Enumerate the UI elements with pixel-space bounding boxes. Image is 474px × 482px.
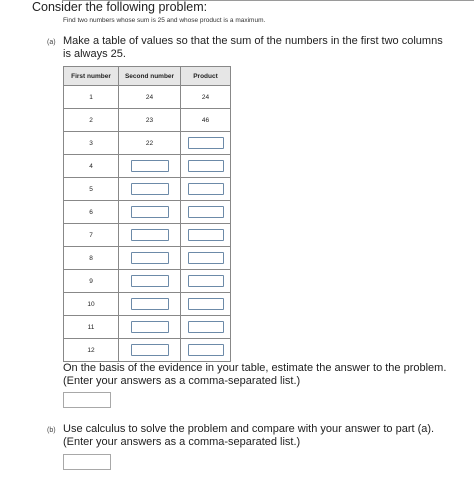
product-input[interactable] [188, 344, 224, 356]
estimate-answer-input[interactable] [63, 392, 111, 408]
product-cell [181, 247, 231, 270]
first-number-cell: 6 [64, 201, 119, 224]
first-number-cell: 3 [64, 132, 119, 155]
estimate-line: (Enter your answers as a comma-separated list.) [63, 375, 301, 387]
second-number-input[interactable] [131, 252, 169, 264]
part-b-line: Use calculus to solve the problem and compare with your answer to part (a). [63, 423, 435, 435]
table-row [64, 109, 231, 132]
calculus-answer-input[interactable] [63, 454, 111, 470]
second-number-cell [119, 293, 181, 316]
second-number-cell [119, 155, 181, 178]
part-a-line: is always 25. [63, 48, 126, 60]
part-b-marker: (b) [47, 427, 56, 434]
product-input[interactable] [188, 137, 224, 149]
product-input[interactable] [188, 206, 224, 218]
second-number-cell [119, 270, 181, 293]
table-header-row [64, 67, 231, 86]
estimate-instructions [63, 362, 446, 388]
second-number-input[interactable] [131, 321, 169, 333]
part-b-instructions [63, 423, 434, 449]
second-number-cell [119, 224, 181, 247]
product-cell [181, 155, 231, 178]
table-row [64, 178, 231, 201]
table-row [64, 247, 231, 270]
first-number-cell: 4 [64, 155, 119, 178]
product-input[interactable] [188, 160, 224, 172]
product-input[interactable] [188, 183, 224, 195]
product-cell [181, 316, 231, 339]
second-number-input[interactable] [131, 344, 169, 356]
product-input[interactable] [188, 252, 224, 264]
problem-statement: Find two numbers whose sum is 25 and whose product is a maximum. [63, 17, 266, 24]
product-cell [181, 132, 231, 155]
second-number-cell: 23 [119, 109, 181, 132]
second-number-cell [119, 247, 181, 270]
product-cell: 46 [181, 109, 231, 132]
first-number-cell: 2 [64, 109, 119, 132]
section-title: Consider the following problem: [32, 0, 208, 14]
product-input[interactable] [188, 275, 224, 287]
second-number-input[interactable] [131, 275, 169, 287]
product-input[interactable] [188, 321, 224, 333]
first-number-cell: 7 [64, 224, 119, 247]
first-number-cell: 5 [64, 178, 119, 201]
second-number-input[interactable] [131, 183, 169, 195]
table-row [64, 316, 231, 339]
second-number-input[interactable] [131, 206, 169, 218]
table-row [64, 132, 231, 155]
first-number-cell: 12 [64, 339, 119, 362]
table-row [64, 201, 231, 224]
header-second-number: Second number [119, 67, 181, 86]
second-number-input[interactable] [131, 229, 169, 241]
first-number-cell: 11 [64, 316, 119, 339]
part-b-line: (Enter your answers as a comma-separated list.) [63, 436, 301, 448]
product-input[interactable] [188, 229, 224, 241]
table-row [64, 224, 231, 247]
part-a-marker: (a) [47, 39, 56, 46]
product-cell [181, 293, 231, 316]
estimate-line: On the basis of the evidence in your table, estimate the answer to the problem. [63, 362, 447, 374]
table-row [64, 155, 231, 178]
first-number-cell: 9 [64, 270, 119, 293]
second-number-cell: 24 [119, 86, 181, 109]
product-cell [181, 224, 231, 247]
second-number-cell [119, 178, 181, 201]
first-number-cell: 10 [64, 293, 119, 316]
product-cell [181, 178, 231, 201]
product-cell: 24 [181, 86, 231, 109]
values-table [63, 66, 231, 362]
product-cell [181, 339, 231, 362]
part-a-instructions [63, 35, 443, 61]
second-number-cell: 22 [119, 132, 181, 155]
header-product: Product [181, 67, 231, 86]
table-row [64, 339, 231, 362]
part-a-line: Make a table of values so that the sum of the numbers in the first two columns [63, 35, 443, 47]
first-number-cell: 8 [64, 247, 119, 270]
table-row [64, 86, 231, 109]
product-input[interactable] [188, 298, 224, 310]
second-number-input[interactable] [131, 160, 169, 172]
second-number-cell [119, 316, 181, 339]
second-number-cell [119, 339, 181, 362]
table-row [64, 270, 231, 293]
table-row [64, 293, 231, 316]
header-first-number: First number [64, 67, 119, 86]
second-number-cell [119, 201, 181, 224]
product-cell [181, 270, 231, 293]
first-number-cell: 1 [64, 86, 119, 109]
second-number-input[interactable] [131, 298, 169, 310]
product-cell [181, 201, 231, 224]
